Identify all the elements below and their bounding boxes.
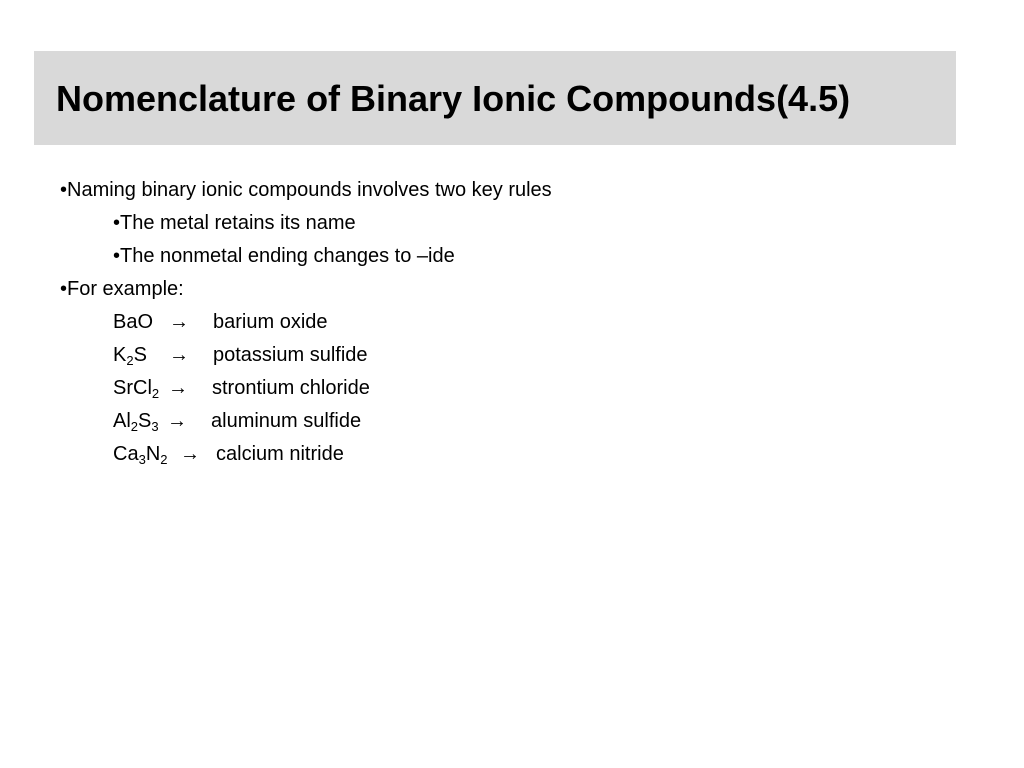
example-row	[60, 438, 960, 471]
example-formula: $K_2S$	[113, 344, 147, 368]
arrow-icon: →	[169, 311, 189, 333]
slide-title: Nomenclature of Binary Ionic Compounds(4.5)	[56, 78, 851, 119]
example-formula: $Al_2S_3$	[113, 410, 159, 434]
example-name: strontium chloride	[212, 377, 370, 399]
arrow-icon: →	[168, 377, 188, 399]
example-row	[60, 339, 960, 372]
example-row	[60, 372, 960, 405]
slide-body	[60, 174, 960, 471]
example-row	[60, 306, 960, 339]
example-formula: BaO	[113, 311, 154, 333]
bullet-rule-metal: •The metal retains its name	[113, 212, 356, 234]
example-name: calcium nitride	[216, 443, 344, 465]
arrow-icon: →	[167, 410, 187, 432]
arrow-icon: →	[180, 443, 200, 465]
example-formula: SrCl$_2$	[113, 377, 160, 401]
bullet-examples-intro: •For example:	[60, 278, 184, 300]
example-row	[60, 405, 960, 438]
bullet-rules-intro: •Naming binary ionic compounds involves two key rules	[60, 179, 552, 201]
arrow-icon: →	[169, 344, 189, 366]
example-name: barium oxide	[213, 311, 328, 333]
bullet-rule-nonmetal: •The nonmetal ending changes to –ide	[113, 245, 455, 267]
title-bar	[34, 51, 956, 145]
example-formula: $Ca_3N_2$	[113, 443, 168, 467]
example-name: potassium sulfide	[213, 344, 368, 366]
example-name: aluminum sulfide	[211, 410, 362, 432]
